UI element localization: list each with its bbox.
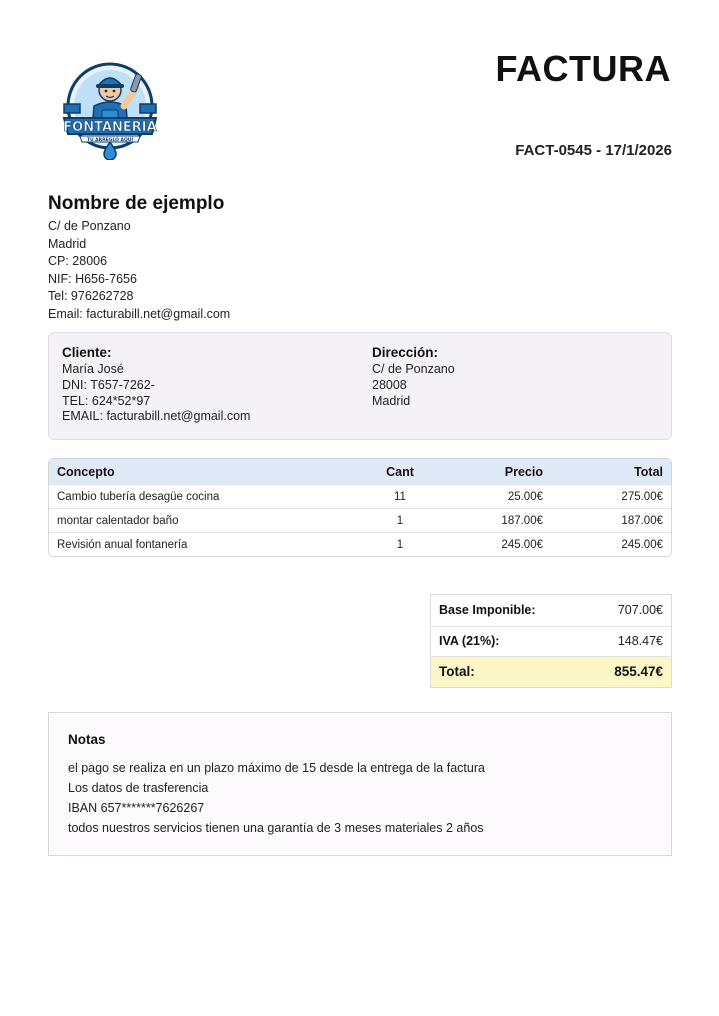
grand-total-value: 855.47€ — [614, 664, 663, 680]
client-email: EMAIL: facturabill.net@gmail.com — [62, 409, 251, 424]
item-concept: Cambio tubería desagüe cocina — [57, 490, 220, 503]
iva-label: IVA (21%): — [439, 634, 500, 649]
iva-row — [431, 626, 671, 657]
issuer-phone: Tel: 976262728 — [48, 289, 134, 303]
note-line: todos nuestros servicios tienen una garantía de 3 meses materiales 2 años — [68, 821, 484, 835]
issuer-block — [48, 193, 408, 323]
address-street: C/ de Ponzano — [372, 362, 455, 376]
base-row — [431, 595, 671, 626]
table-row — [49, 532, 671, 556]
item-concept: montar calentador baño — [57, 514, 179, 527]
client-phone: TEL: 624*52*97 — [62, 393, 151, 408]
issuer-email: Email: facturabill.net@gmail.com — [48, 306, 231, 321]
note-line: el pago se realiza en un plazo máximo de 15 desde la entrega de la factura — [68, 761, 485, 775]
client-info-box — [48, 332, 672, 440]
note-line: IBAN 657*******7626267 — [68, 801, 205, 815]
header-price: Precio — [504, 464, 543, 479]
items-table-header — [49, 459, 671, 484]
logo-wordmark: FONTANERIA — [63, 120, 157, 135]
address-postcode: 28008 — [372, 377, 407, 392]
plumber-mascot-icon — [56, 56, 164, 160]
client-column — [62, 345, 250, 425]
base-label: Base Imponible: — [439, 603, 536, 618]
notes-body — [68, 758, 485, 838]
issuer-city: Madrid — [48, 236, 87, 251]
base-value: 707.00€ — [617, 603, 663, 618]
invoice-number-date: FACT-0545 - 17/1/2026 — [515, 142, 672, 159]
issuer-nif: NIF: H656-7656 — [48, 271, 137, 286]
item-concept: Revisión anual fontanería — [57, 538, 188, 551]
address-column — [372, 345, 455, 409]
item-total: 275.00€ — [621, 490, 663, 503]
notes-box — [48, 712, 672, 856]
client-dni: DNI: T657-7262- — [62, 377, 155, 392]
item-price: 25.00€ — [507, 490, 543, 503]
table-row — [49, 484, 671, 508]
header-total: Total — [634, 464, 663, 479]
note-line: Los datos de trasferencia — [68, 781, 209, 795]
item-qty: 1 — [396, 538, 404, 551]
iva-value: 148.47€ — [617, 634, 663, 649]
item-price: 187.00€ — [501, 514, 543, 527]
company-logo — [56, 56, 164, 160]
address-city: Madrid — [372, 393, 411, 408]
item-total: 187.00€ — [621, 514, 663, 527]
item-total: 245.00€ — [621, 538, 663, 551]
grand-total-row — [431, 656, 671, 687]
issuer-postcode: CP: 28006 — [48, 254, 108, 268]
client-heading: Cliente: — [62, 345, 112, 360]
address-heading: Dirección: — [372, 345, 439, 360]
grand-total-label: Total: — [439, 664, 475, 680]
totals-box — [430, 594, 672, 688]
client-name: María José — [62, 362, 124, 376]
header-qty: Cant — [386, 464, 414, 479]
item-price: 245.00€ — [501, 538, 543, 551]
issuer-name: Nombre de ejemplo — [48, 193, 225, 214]
items-table — [48, 458, 672, 557]
notes-title: Notas — [68, 732, 106, 747]
item-qty: 11 — [394, 490, 406, 503]
header-concept: Concepto — [57, 464, 115, 479]
document-title: FACTURA — [495, 48, 671, 89]
logo-tagline: TU ARREGLO AQUÍ — [86, 138, 134, 143]
item-qty: 1 — [396, 514, 404, 527]
issuer-address: C/ de Ponzano — [48, 219, 131, 233]
table-row — [49, 508, 671, 532]
